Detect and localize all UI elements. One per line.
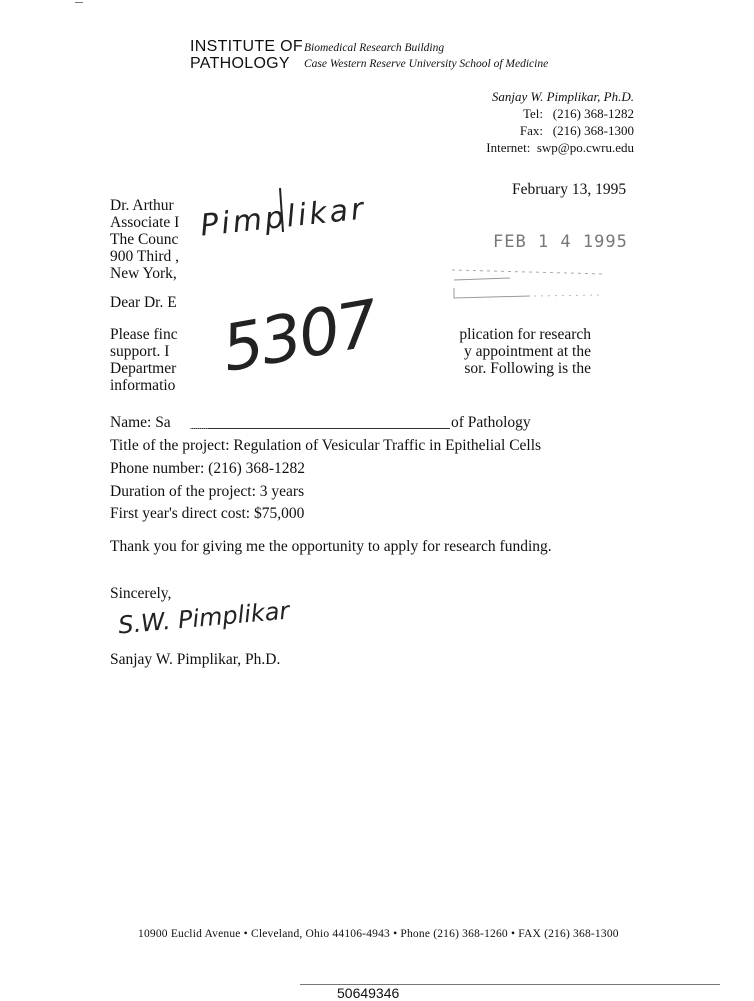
tel-value: (216) 368-1282 xyxy=(552,106,634,121)
detail-name-left: Name: Sa xyxy=(110,414,171,431)
footer-address: 10900 Euclid Avenue • Cleveland, Ohio 44106-4943 • Phone (216) 368-1260 • FAX (216) 368-1300 xyxy=(138,928,619,940)
internet-value: swp@po.cwru.edu xyxy=(536,140,634,155)
recipient-line-1: Dr. Arthur xyxy=(110,197,174,214)
redaction-mark xyxy=(190,428,208,429)
tel-label: Tel: xyxy=(522,106,543,121)
building-name: Biomedical Research Building xyxy=(304,42,445,54)
redaction-line xyxy=(190,428,450,429)
detail-cost: First year's direct cost: $75,000 xyxy=(110,505,305,522)
fax-value: (216) 368-1300 xyxy=(552,123,634,138)
institute-line-2: PATHOLOGY xyxy=(190,55,290,72)
fax-label: Fax: xyxy=(519,123,543,138)
paragraph-left-4: informatio xyxy=(110,377,176,394)
paragraph-right xyxy=(391,326,591,377)
detail-duration: Duration of the project: 3 years xyxy=(110,483,305,500)
paragraph-right-1: plication for research xyxy=(459,326,591,343)
stamp-marks-icon xyxy=(450,262,610,302)
signature-name: Sanjay W. Pimplikar, Ph.D. xyxy=(110,651,281,668)
internet-label: Internet: xyxy=(486,140,531,155)
received-stamp: FEB 1 4 1995 xyxy=(493,232,628,252)
sender-name: Sanjay W. Pimplikar, Ph.D. xyxy=(491,89,634,104)
document-id: 50649346 xyxy=(337,985,400,1001)
handwritten-name: Pimplikar xyxy=(198,191,368,244)
sender-tel xyxy=(374,105,634,122)
paragraph-right-3: sor. Following is the xyxy=(464,360,591,377)
paragraph-left-2: support. I xyxy=(110,343,170,360)
detail-name-right: of Pathology xyxy=(451,414,531,431)
letter-date: February 13, 1995 xyxy=(512,181,627,198)
paragraph-left-1: Please finc xyxy=(110,326,178,343)
signature-scrawl: S.W. Pimplikar xyxy=(117,596,291,640)
top-scan-mark xyxy=(75,2,83,3)
salutation: Dear Dr. E xyxy=(110,294,177,311)
thanks-line: Thank you for giving me the opportunity to apply for research funding. xyxy=(110,538,552,555)
letterhead-address xyxy=(304,40,548,72)
school-name: Case Western Reserve University School of Medicine xyxy=(304,58,549,70)
handwritten-stroke-icon xyxy=(266,186,296,236)
recipient-line-2: Associate I xyxy=(110,214,180,231)
sender-internet xyxy=(374,139,634,156)
paragraph-right-2: y appointment at the xyxy=(464,343,591,360)
sender-fax xyxy=(374,122,634,139)
letterhead-institute xyxy=(190,38,303,72)
paragraph-left-3: Departmer xyxy=(110,360,177,377)
sender-block xyxy=(374,88,634,156)
handwritten-number: 5307 xyxy=(216,287,383,387)
closing: Sincerely, xyxy=(110,585,172,602)
detail-title: Title of the project: Regulation of Vesicular Traffic in Epithelial Cells xyxy=(110,437,542,454)
institute-line-1: INSTITUTE OF xyxy=(190,38,303,55)
recipient-line-3: The Counc xyxy=(110,231,179,248)
recipient-line-5: New York, xyxy=(110,265,177,282)
recipient-line-4: 900 Third , xyxy=(110,248,180,265)
paragraph-left xyxy=(110,326,178,394)
detail-phone: Phone number: (216) 368-1282 xyxy=(110,460,306,477)
recipient-block xyxy=(110,197,179,282)
